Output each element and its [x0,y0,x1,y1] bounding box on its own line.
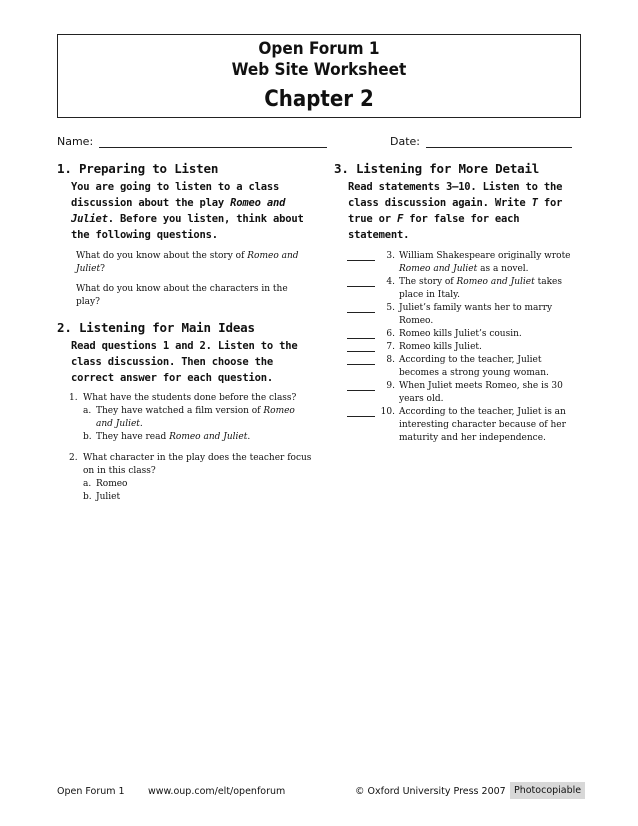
statement-item: 6. Romeo kills Juliet’s cousin. [347,328,584,341]
footer-book-title: Open Forum 1 [57,786,125,797]
answer-blank[interactable] [347,338,375,339]
mcq-question: 2. What character in the play does the teacher focus on in this class? a. Romeo b. Juliet [69,453,312,502]
answer-blank[interactable] [347,260,375,261]
section2-instructions: Read questions 1 and 2. Listen to the class discussion. Then choose the correct answer for each question. [71,340,298,384]
mcq-option[interactable]: a. Romeo [83,479,128,489]
statement-item: 5. Juliet’s family wants her to marry Romeo. [347,302,584,328]
chapter-title: Chapter 2 [264,87,374,112]
name-field [57,135,327,148]
statement-list [347,250,584,445]
section1-questions [76,250,313,309]
worksheet-type: Web Site Worksheet [231,60,407,80]
section3-title: 3. Listening for More Detail [334,161,540,176]
book-title: Open Forum 1 [258,39,380,59]
answer-blank[interactable] [347,312,375,313]
name-input-line[interactable] [99,136,327,148]
mcq-question: 1. What have the students done before the class? a. They have watched a film version of Romeo and Juliet. b. They have read Romeo and Juliet. [69,392,313,444]
answer-blank[interactable] [347,286,375,287]
date-label: Date: [390,135,420,148]
date-input-line[interactable] [426,136,572,148]
statement-item: 3. William Shakespeare originally wrote Romeo and Juliet as a novel. [347,250,584,276]
answer-blank[interactable] [347,364,375,365]
mcq-option[interactable]: b. Juliet [83,492,121,502]
section1-title: 1. Preparing to Listen [57,161,219,176]
answer-blank[interactable] [347,390,375,391]
statement-item: 8. According to the teacher, Juliet becomes a strong young woman. [347,354,584,380]
section1-instructions: You are going to listen to a class discussion about the play Romeo and Juliet. Before you listen, think about the following questions. [71,181,304,241]
statement-item: 7. Romeo kills Juliet. [347,341,584,354]
left-column [57,160,313,512]
section1-question-2: What do you know about the characters in the play? [76,284,288,307]
date-field [390,135,572,148]
footer-copyright: © Oxford University Press 2007 [355,786,506,797]
section2-title: 2. Listening for Main Ideas [57,320,255,335]
statement-item: 10. According to the teacher, Juliet is an interesting character because of her maturity and her independence. [347,406,584,445]
section1-question-1: What do you know about the story of Romeo and Juliet? [76,251,299,274]
photocopiable-badge: Photocopiable [510,782,585,799]
answer-blank[interactable] [347,416,375,417]
section3-instructions: Read statements 3–10. Listen to the class discussion again. Write T for true or F for false for each statement. [348,181,563,241]
statement-item: 4. The story of Romeo and Juliet takes place in Italy. [347,276,584,302]
section2-questions [69,392,313,504]
right-column [334,160,584,445]
name-label: Name: [57,135,94,148]
mcq-option[interactable]: a. They have watched a film version of Romeo and Juliet. [83,406,295,429]
mcq-option[interactable]: b. They have read Romeo and Juliet. [83,432,251,442]
statement-item: 9. When Juliet meets Romeo, she is 30 years old. [347,380,584,406]
worksheet-header [57,34,581,118]
answer-blank[interactable] [347,351,375,352]
footer-url[interactable]: www.oup.com/elt/openforum [148,786,286,797]
